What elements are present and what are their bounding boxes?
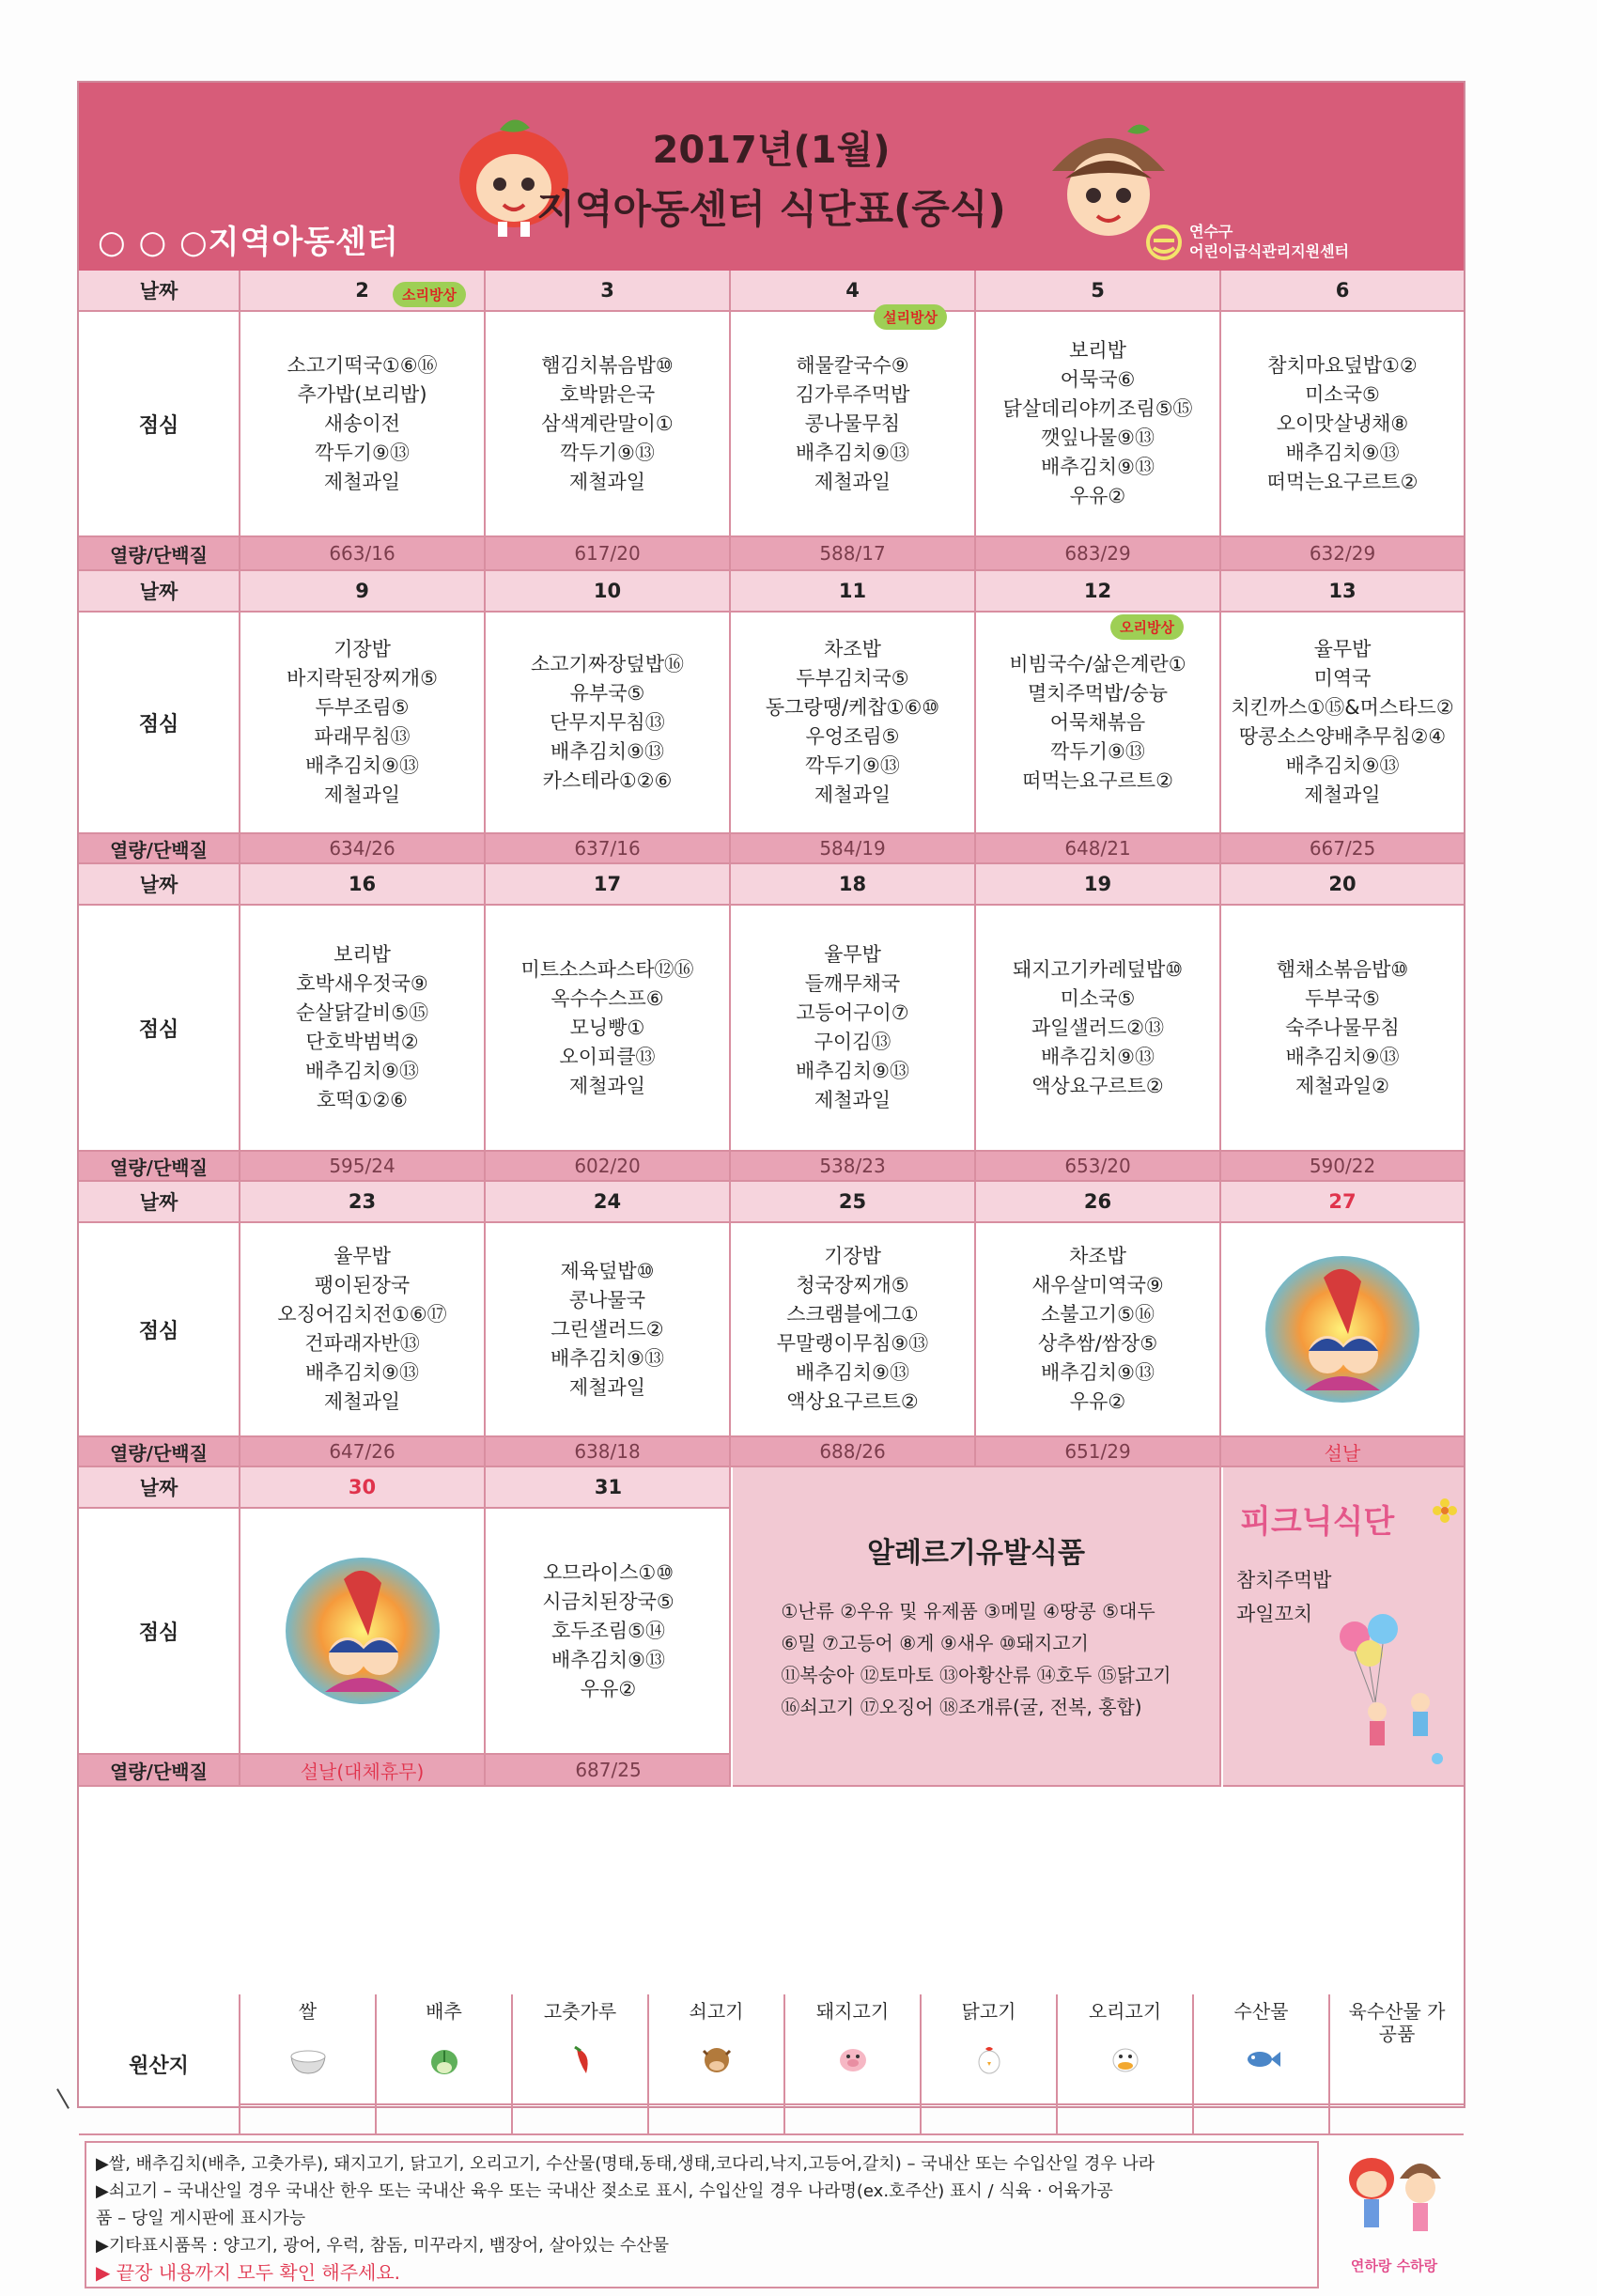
menu-cell <box>486 1223 731 1435</box>
calorie-cell: 588/17 <box>731 537 976 569</box>
calorie-cell: 634/26 <box>240 834 486 862</box>
menu-list <box>542 1559 674 1704</box>
calorie-cell: 638/18 <box>486 1437 731 1466</box>
calorie-cell: 584/19 <box>731 834 976 862</box>
menu-item: 소불고기⑤⑯ <box>1041 1303 1155 1326</box>
menu-item: 새송이전 <box>323 411 401 435</box>
calorie-cell: 667/25 <box>1309 837 1376 860</box>
menu-list <box>1013 955 1183 1101</box>
menu-item: 배추김치⑨⑬ <box>1285 754 1400 777</box>
menu-item: 두부조림⑤ <box>315 696 410 719</box>
date-cell: 9 <box>240 571 486 611</box>
lunch-label: 점심 <box>79 1223 240 1435</box>
date-cell: 25 <box>731 1182 976 1221</box>
calorie-cell: 683/29 <box>976 537 1221 569</box>
menu-item: 깍두기⑨⑬ <box>1050 739 1145 763</box>
lunch-label: 점심 <box>79 906 240 1150</box>
menu-cell <box>976 1223 1221 1435</box>
note-warning: ▶ 끝장 내용까지 모두 확인 해주세요. <box>96 2261 401 2284</box>
menu-item: 미트소스파스타⑫⑯ <box>520 957 694 981</box>
date-row <box>79 271 1464 312</box>
allergy-title: 알레르기유발식품 <box>867 1537 1085 1570</box>
calorie-cell-holiday: 설날 <box>1324 1441 1361 1465</box>
date-cell: 26 <box>976 1182 1221 1221</box>
calorie-label: 열량/단백질 <box>79 834 240 862</box>
menu-item: 떠먹는요구르트② <box>1022 768 1173 792</box>
event-badge: 소리방상 <box>393 282 466 307</box>
calorie-cell: 595/24 <box>240 1152 486 1180</box>
calorie-cell: 648/21 <box>976 834 1221 862</box>
menu-item: 우유② <box>580 1677 637 1700</box>
menu-item: 상추쌈/쌈장⑤ <box>1037 1332 1158 1355</box>
calorie-cell: 602/20 <box>486 1152 731 1180</box>
date-cell-holiday: 27 <box>1328 1190 1357 1213</box>
menu-item: 배추김치⑨⑬ <box>1285 441 1400 464</box>
origin-cell: 쇠고기 <box>649 1994 785 2133</box>
date-row <box>79 571 1464 613</box>
date-row <box>79 864 1464 906</box>
menu-item: 미역국 <box>1313 667 1372 690</box>
date-cell: 24 <box>486 1182 731 1221</box>
menu-item: 깻잎나물⑨⑬ <box>1041 427 1155 449</box>
fish-icon <box>1241 2043 1282 2075</box>
event-badge: 설리방상 <box>874 304 947 330</box>
menu-list <box>777 1242 929 1417</box>
menu-item: 유부국⑤ <box>569 681 645 705</box>
calorie-cell: 651/29 <box>976 1437 1221 1466</box>
menu-list <box>1277 955 1409 1101</box>
menu-item: 배추김치⑨⑬ <box>796 1361 909 1384</box>
menu-item: 소고기짜장덮밥⑯ <box>530 652 684 675</box>
menu-sheet <box>77 81 1465 2284</box>
pig-icon <box>832 2043 874 2075</box>
picnic-title: 피크닉식단 <box>1240 1503 1395 1541</box>
menu-item: 미소국⑤ <box>1060 986 1136 1010</box>
calorie-row <box>79 1755 731 1787</box>
menu-item: 제철과일 <box>814 470 892 493</box>
menu-item: 돼지고기카레덮밥⑩ <box>1012 957 1184 981</box>
menu-cell <box>731 1223 976 1435</box>
menu-item: 배추김치⑨⑬ <box>305 1361 419 1384</box>
menu-item: 우엉조림⑤ <box>805 725 900 748</box>
menu-item: 카스테라①②⑥ <box>542 768 673 792</box>
date-cell: 20 <box>1328 873 1357 895</box>
flower-icon <box>1432 1497 1458 1524</box>
menu-item: 차조밥 <box>1069 1245 1126 1267</box>
duck-icon <box>1105 2043 1146 2075</box>
menu-list <box>1009 650 1186 796</box>
menu-item: 두부김치국⑤ <box>796 667 909 690</box>
lunch-label: 점심 <box>79 613 240 832</box>
menu-list <box>287 351 437 497</box>
origin-cell: 돼지고기 <box>785 1994 922 2133</box>
origin-cell: 수산물 <box>1194 1994 1330 2133</box>
menu-item: 청국장찌개⑤ <box>796 1274 909 1296</box>
menu-cell <box>976 906 1221 1150</box>
calorie-row <box>79 1152 1464 1182</box>
menu-item: 깍두기⑨⑬ <box>805 754 900 777</box>
menu-cell <box>486 312 731 535</box>
menu-item: 호두조림⑤⑭ <box>551 1619 665 1642</box>
menu-item: 떠먹는요구르트② <box>1266 470 1419 493</box>
lunch-label: 점심 <box>79 312 240 535</box>
menu-item: 옥수수스프⑥ <box>550 986 664 1010</box>
calorie-row <box>79 537 1464 571</box>
menu-list <box>296 940 428 1115</box>
menu-item: 단호박범벅② <box>305 1031 419 1053</box>
menu-item: 제철과일 <box>323 1390 401 1413</box>
calorie-cell: 687/25 <box>575 1759 642 1781</box>
menu-cell <box>1221 906 1464 1150</box>
date-cell-holiday: 30 <box>240 1467 486 1507</box>
menu-item: 단무지무침⑬ <box>550 710 665 734</box>
menu-list <box>531 650 684 796</box>
cow-icon <box>696 2043 737 2075</box>
menu-item: 호박새우젓국⑨ <box>296 972 428 995</box>
menu-cell <box>240 1223 486 1435</box>
menu-item: 배추김치⑨⑬ <box>796 1060 909 1082</box>
date-cell: 19 <box>976 864 1221 904</box>
date-cell: 2 <box>240 271 486 310</box>
calorie-label: 열량/단백질 <box>79 1755 240 1785</box>
menu-item: 제철과일 <box>814 1089 892 1111</box>
menu-item: 땅콩소스양배추무침②④ <box>1238 725 1447 748</box>
menu-item: 제철과일 <box>568 1375 646 1399</box>
picnic-items: 참치주먹밥 과일꼬치 <box>1236 1569 1332 1625</box>
date-cell: 5 <box>976 271 1221 310</box>
menu-item: 새우살미역국⑨ <box>1031 1274 1164 1296</box>
menu-item: 오이맛살냉채⑧ <box>1276 411 1409 435</box>
calorie-cell: 590/22 <box>1309 1155 1376 1177</box>
menu-item: 고등어구이⑦ <box>796 1001 909 1024</box>
date-cell: 16 <box>240 864 486 904</box>
menu-item: 모닝빵① <box>569 1016 645 1039</box>
calorie-cell: 637/16 <box>486 834 731 862</box>
menu-cell <box>240 312 486 535</box>
menu-item: 두부국⑤ <box>1305 986 1380 1010</box>
chili-pepper-icon <box>560 2043 601 2075</box>
calorie-cell: 653/20 <box>976 1152 1221 1180</box>
menu-item: 액상요구르트② <box>786 1390 919 1413</box>
origin-cell: 닭고기 <box>922 1994 1058 2133</box>
calorie-label: 열량/단백질 <box>79 1152 240 1180</box>
menu-item: 배추김치⑨⑬ <box>550 739 664 763</box>
origin-table <box>79 1994 1464 2135</box>
menu-item: 팽이된장국 <box>314 1274 411 1296</box>
date-cell: 31 <box>594 1476 623 1498</box>
date-row <box>79 1467 731 1509</box>
calorie-label: 열량/단백질 <box>79 537 240 569</box>
balloon-children-illustration-icon <box>1317 1608 1458 1777</box>
menu-item: 추가밥(보리밥) <box>297 382 427 406</box>
menu-list <box>796 351 910 497</box>
date-label: 날짜 <box>79 271 240 310</box>
menu-list <box>541 351 674 497</box>
menu-item: 제철과일② <box>1295 1074 1389 1097</box>
menu-item: 제철과일 <box>323 783 401 806</box>
menu-item: 배추김치⑨⑬ <box>551 1648 665 1671</box>
menu-list <box>1002 336 1192 511</box>
note-line: ▶쇠고기 – 국내산일 경우 국내산 한우 또는 국내산 육우 또는 국내산 젖소로 표시, 수입산일 경우 나라명(ex.호주산) 표시 / 식육 · 어육가공 <box>96 2181 1113 2201</box>
menu-row <box>79 613 1464 834</box>
menu-item: 배추김치⑨⑬ <box>550 1346 664 1370</box>
menu-row <box>79 906 1464 1152</box>
picnic-panel <box>1223 1467 1464 1787</box>
menu-item: 기장밥 <box>333 638 391 660</box>
menu-item: 무말랭이무침⑨⑬ <box>776 1332 929 1355</box>
menu-list <box>277 1242 446 1417</box>
title-menu: 지역아동센터 식단표(중식) <box>536 186 1006 232</box>
menu-list <box>550 1257 664 1403</box>
menu-item: 오이피클⑬ <box>559 1045 656 1068</box>
menu-item: 제철과일 <box>323 470 401 493</box>
menu-item: 액상요구르트② <box>1031 1074 1164 1097</box>
menu-item: 차조밥 <box>824 638 881 660</box>
menu-item: 과일샐러드②⑬ <box>1031 1016 1165 1039</box>
center-name: ○ ○ ○지역아동센터 <box>98 224 399 261</box>
date-label: 날짜 <box>79 1182 240 1221</box>
menu-item: 제철과일 <box>568 470 646 493</box>
menu-item: 우유② <box>1069 485 1126 507</box>
menu-item: 햄채소볶음밥⑩ <box>1276 957 1409 981</box>
scan-mark <box>56 2088 70 2109</box>
menu-cell <box>1221 613 1464 832</box>
menu-cell <box>240 906 486 1150</box>
date-cell: 10 <box>486 571 731 611</box>
menu-cell <box>976 613 1221 832</box>
holiday-cell <box>1221 1223 1464 1435</box>
note-line: ▶쌀, 배추김치(배추, 고춧가루), 돼지고기, 닭고기, 오리고기, 수산물(명태,동태,생태,코다리,낙지,고등어,갈치) – 국내산 또는 수입산일 경우 나라 <box>96 2154 1155 2174</box>
calorie-cell: 617/20 <box>486 537 731 569</box>
menu-item: 오징어김치전①⑥⑰ <box>277 1303 447 1326</box>
title-year-month: 2017년(1월) <box>652 129 891 172</box>
new-year-holiday-illustration-icon <box>1258 1249 1427 1409</box>
menu-item: 오므라이스①⑩ <box>542 1560 674 1584</box>
chicken-icon <box>969 2043 1010 2075</box>
menu-row <box>79 1509 731 1755</box>
menu-item: 배추김치⑨⑬ <box>1041 456 1155 478</box>
menu-item: 제철과일 <box>814 783 892 806</box>
menu-cell <box>486 613 731 832</box>
menu-item: 동그랑땡/케찹①⑥⑩ <box>765 696 940 719</box>
origin-cell: 오리고기 <box>1058 1994 1194 2133</box>
agency-name: 연수구 어린이급식관리지원센터 <box>1189 223 1350 260</box>
menu-item: 바지락된장찌개⑤ <box>287 667 438 690</box>
date-label: 날짜 <box>79 571 240 611</box>
menu-list <box>796 940 909 1115</box>
menu-cell <box>1221 312 1464 535</box>
menu-list <box>1267 351 1419 497</box>
menu-list <box>1031 1242 1164 1417</box>
menu-item: 배추김치⑨⑬ <box>1041 1361 1155 1384</box>
date-cell: 6 <box>1335 279 1350 302</box>
menu-item: 배추김치⑨⑬ <box>796 441 909 464</box>
menu-item: 들깨무채국 <box>804 972 901 995</box>
menu-item: 깍두기⑨⑬ <box>315 441 410 464</box>
date-label: 날짜 <box>79 1467 240 1507</box>
header-banner <box>79 83 1464 271</box>
rice-bowl-icon <box>287 2043 329 2075</box>
date-cell: 23 <box>240 1182 486 1221</box>
menu-item: 호떡①②⑥ <box>316 1089 409 1111</box>
menu-list <box>520 955 693 1101</box>
menu-cell <box>731 906 976 1150</box>
origin-cell: 육수산물 가공품 <box>1330 1994 1464 2133</box>
menu-item: 율무밥 <box>333 1245 391 1267</box>
origin-cell: 고춧가루 <box>513 1994 649 2133</box>
notes-section <box>79 2135 1464 2296</box>
date-cell: 11 <box>731 571 976 611</box>
calorie-cell: 647/26 <box>240 1437 486 1466</box>
agency-logo-icon <box>1144 224 1184 261</box>
menu-item: 참치마요덮밥①② <box>1267 353 1418 377</box>
menu-item: 배추김치⑨⑬ <box>1041 1045 1155 1068</box>
menu-cell <box>486 906 731 1150</box>
menu-item: 햄김치볶음밥⑩ <box>541 353 674 377</box>
notes-box <box>85 2141 1319 2288</box>
note-line: ▶기타표시품목 : 양고기, 광어, 우럭, 참돔, 미꾸라지, 뱀장어, 살아있는 수산물 <box>96 2236 669 2256</box>
menu-item: 호박맑은국 <box>559 382 656 406</box>
menu-list <box>766 635 939 810</box>
menu-item: 어묵국⑥ <box>1060 368 1136 391</box>
menu-item: 기장밥 <box>824 1245 881 1267</box>
menu-item: 비빔국수/삶은계란① <box>1009 652 1186 675</box>
cabbage-icon <box>424 2043 465 2075</box>
note-line: 품 – 당일 게시판에 표시가능 <box>96 2209 306 2228</box>
menu-cell <box>976 312 1221 535</box>
date-cell: 12 <box>976 571 1221 611</box>
calorie-row <box>79 1437 1464 1467</box>
calorie-cell: 688/26 <box>731 1437 976 1466</box>
date-cell: 3 <box>486 271 731 310</box>
date-cell: 18 <box>731 864 976 904</box>
menu-cell <box>731 613 976 832</box>
origin-label: 원산지 <box>79 1994 240 2133</box>
menu-item: 건파래자반⑬ <box>304 1332 420 1355</box>
calorie-cell-holiday: 설날(대체휴무) <box>240 1755 486 1785</box>
origin-cell: 쌀 <box>240 1994 377 2133</box>
menu-item: 제철과일 <box>1304 783 1381 806</box>
menu-cell <box>486 1509 731 1753</box>
calorie-row <box>79 834 1464 864</box>
date-row <box>79 1182 1464 1223</box>
menu-item: 파래무침⑬ <box>314 725 411 748</box>
menu-item: 배추김치⑨⑬ <box>305 754 419 777</box>
menu-cell <box>240 613 486 832</box>
menu-item: 콩나물무침 <box>804 411 901 435</box>
menu-item: 김가루주먹밥 <box>795 382 910 406</box>
date-cell: 17 <box>486 864 731 904</box>
holiday-cell <box>240 1509 486 1753</box>
calorie-label: 열량/단백질 <box>79 1437 240 1466</box>
origin-cell: 배추 <box>377 1994 513 2133</box>
menu-item: 멸치주먹밥/숭늉 <box>1027 681 1169 705</box>
menu-item: 그린샐러드② <box>550 1317 664 1341</box>
date-cell: 13 <box>1328 580 1357 602</box>
calorie-cell: 632/29 <box>1309 542 1376 565</box>
menu-item: 우유② <box>1069 1390 1126 1413</box>
brand-name: 연하랑 수하랑 <box>1350 2257 1438 2274</box>
new-year-holiday-illustration-icon <box>278 1551 447 1711</box>
lunch-label: 점심 <box>79 1509 240 1753</box>
menu-item: 스크램블에그① <box>786 1303 919 1326</box>
menu-item: 구이김⑬ <box>814 1031 892 1053</box>
menu-item: 제육덮밥⑩ <box>560 1259 655 1282</box>
menu-row <box>79 312 1464 537</box>
date-cell: 4 <box>731 271 976 310</box>
menu-item: 율무밥 <box>1313 638 1372 660</box>
allergy-panel <box>733 1467 1221 1787</box>
menu-item: 닭살데리야끼조림⑤⑮ <box>1002 397 1193 420</box>
menu-item: 해물칼국수⑨ <box>796 353 909 377</box>
menu-item: 콩나물국 <box>568 1288 646 1311</box>
menu-cell <box>731 312 976 535</box>
menu-list <box>1231 635 1453 810</box>
menu-list <box>287 635 438 810</box>
allergy-list: ①난류 ②우유 및 유제품 ③메밀 ④땅콩 ⑤대두 ⑥밀 ⑦고등어 ⑧게 ⑨새우 ⑩돼지고기 ⑪복숭아 ⑫토마토 ⑬아황산류 ⑭호두 ⑮닭고기 ⑯쇠고기 ⑰오징어 ⑱조개류(굴, 전복, 홍합) <box>781 1600 1171 1718</box>
menu-item: 깍두기⑨⑬ <box>560 441 655 464</box>
menu-item: 삼색계란말이① <box>541 411 674 435</box>
menu-item: 숙주나물무침 <box>1285 1016 1400 1039</box>
menu-item: 시금치된장국⑤ <box>542 1590 674 1613</box>
menu-item: 율무밥 <box>824 943 881 966</box>
menu-item: 치킨까스①⑮&머스타드② <box>1231 696 1454 719</box>
calorie-cell: 538/23 <box>731 1152 976 1180</box>
date-label: 날짜 <box>79 864 240 904</box>
mascot-pair-logo-icon <box>1334 2141 1454 2259</box>
menu-item: 보리밥 <box>1069 339 1126 362</box>
menu-item: 배추김치⑨⑬ <box>305 1060 419 1082</box>
menu-item: 제철과일 <box>568 1074 646 1097</box>
event-badge: 오리방상 <box>1110 614 1184 640</box>
menu-item: 소고기떡국①⑥⑯ <box>287 353 438 377</box>
calorie-cell: 663/16 <box>240 537 486 569</box>
menu-item: 보리밥 <box>333 943 391 966</box>
menu-item: 미소국⑤ <box>1305 382 1380 406</box>
menu-item: 배추김치⑨⑬ <box>1285 1045 1400 1068</box>
menu-item: 어묵채볶음 <box>1049 710 1146 734</box>
menu-row <box>79 1223 1464 1437</box>
menu-item: 순살닭갈비⑤⑮ <box>295 1001 429 1024</box>
